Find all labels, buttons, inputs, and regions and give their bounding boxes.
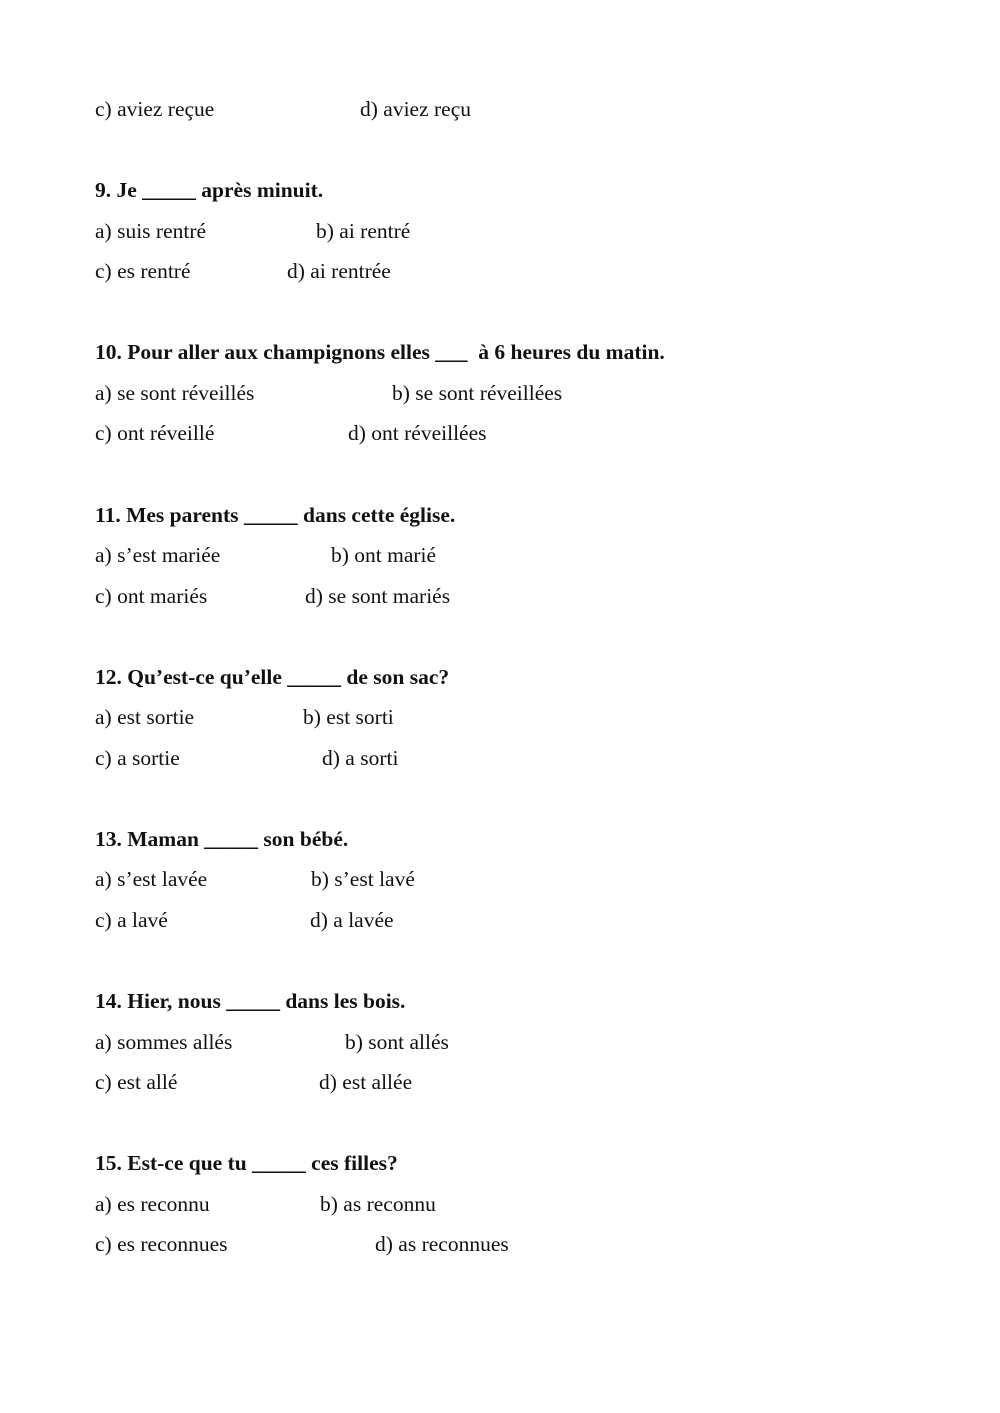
q13-option-b: b) s’est lavé — [311, 867, 415, 891]
q12-question: 12. Qu’est-ce qu’elle _____ de son sac? — [95, 665, 450, 689]
q12-option-d: d) a sorti — [322, 746, 399, 770]
q10-option-d: d) ont réveillées — [348, 421, 487, 445]
q9-option-a: a) suis rentré — [95, 219, 207, 243]
q13-option-c: c) a lavé — [95, 908, 168, 932]
q14-option-a: a) sommes allés — [95, 1030, 233, 1054]
q14-option-b: b) sont allés — [345, 1030, 449, 1054]
q11-question: 11. Mes parents _____ dans cette église. — [95, 503, 456, 527]
q15-option-b: b) as reconnu — [320, 1192, 436, 1216]
q12-option-b: b) est sorti — [303, 705, 394, 729]
q9-option-d: d) ai rentrée — [287, 259, 391, 283]
q11-option-b: b) ont marié — [331, 543, 437, 567]
q10-question: 10. Pour aller aux champignons elles ___ à 6 heures du matin. — [95, 340, 665, 364]
q8-option-c: c) aviez reçue — [95, 97, 215, 121]
q12-option-a: a) est sortie — [95, 705, 195, 729]
q15-question: 15. Est-ce que tu _____ ces filles? — [95, 1151, 398, 1175]
q10-option-a: a) se sont réveillés — [95, 381, 255, 405]
q14-question: 14. Hier, nous _____ dans les bois. — [95, 989, 406, 1013]
q9-option-c: c) es rentré — [95, 259, 191, 283]
q14-option-c: c) est allé — [95, 1070, 178, 1094]
q15-option-d: d) as reconnues — [375, 1232, 509, 1256]
q11-option-d: d) se sont mariés — [305, 584, 451, 608]
q13-question: 13. Maman _____ son bébé. — [95, 827, 349, 851]
q11-option-c: c) ont mariés — [95, 584, 208, 608]
q15-option-a: a) es reconnu — [95, 1192, 210, 1216]
q10-option-b: b) se sont réveillées — [392, 381, 563, 405]
q12-option-c: c) a sortie — [95, 746, 180, 770]
q13-option-a: a) s’est lavée — [95, 867, 208, 891]
q8-option-d: d) aviez reçu — [360, 97, 472, 121]
q14-option-d: d) est allée — [319, 1070, 413, 1094]
q9-question: 9. Je _____ après minuit. — [95, 178, 324, 202]
q9-option-b: b) ai rentré — [316, 219, 411, 243]
q15-option-c: c) es reconnues — [95, 1232, 228, 1256]
q11-option-a: a) s’est mariée — [95, 543, 221, 567]
q10-option-c: c) ont réveillé — [95, 421, 215, 445]
q13-option-d: d) a lavée — [310, 908, 394, 932]
